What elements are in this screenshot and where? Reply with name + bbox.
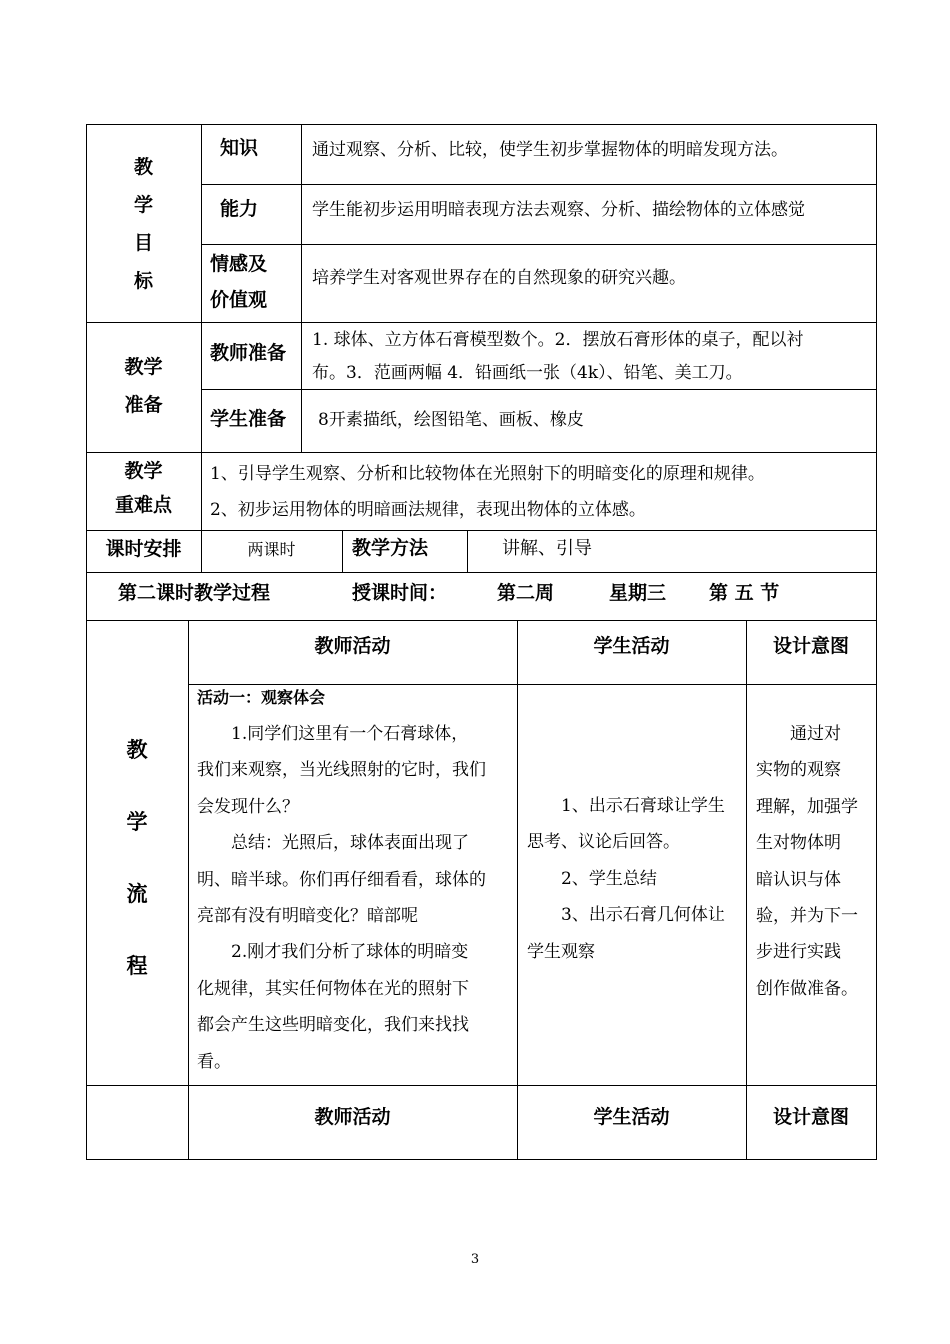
method-label: 教学方法 <box>352 537 429 559</box>
table-border-right <box>876 124 877 1160</box>
rule <box>86 530 877 531</box>
lesson-day: 星期三 <box>609 582 667 604</box>
knowledge-text: 通过观察、分析、比较，使学生初步掌握物体的明暗发现方法。 <box>312 140 788 160</box>
rule <box>86 572 877 573</box>
lesson-time-label: 授课时间： <box>352 582 448 604</box>
table-border-top <box>86 124 877 125</box>
knowledge-label: 知识 <box>220 137 259 159</box>
student-activity-text: 1、出示石膏球让学生 思考、议论后回答。 2、学生总结 3、出示石膏几何体让 学生观察 <box>527 796 725 962</box>
lesson-week: 第二周 <box>497 582 555 604</box>
teacher-prep-text: 1. 球体、立方体石膏模型数个。2．摆放石膏形体的桌子，配以衬 布。3．范画两幅 4．铅画纸一张（4k）、铅笔、美工刀。 <box>312 330 804 383</box>
rule <box>86 322 877 323</box>
student-prep-text: 8开素描纸，绘图铅笔、画板、橡皮 <box>318 410 584 430</box>
footer-col-intent: 设计意图 <box>772 1106 849 1128</box>
emotion-text: 培养学生对客观世界存在的自然现象的研究兴趣。 <box>312 268 686 288</box>
col-student-activity: 学生活动 <box>593 635 670 657</box>
rule <box>301 124 302 389</box>
key-points-text: 1、引导学生观察、分析和比较物体在光照射下的明暗变化的原理和规律。 2、初步运用物体的明暗画法规律，表现出物体的立体感。 <box>210 464 765 520</box>
rule <box>201 124 202 530</box>
emotion-label: 情感及 价值观 <box>210 253 268 311</box>
footer-col-teacher: 教师活动 <box>314 1106 391 1128</box>
rule <box>86 452 877 453</box>
page-number: 3 <box>470 1252 480 1267</box>
rule <box>746 620 747 1160</box>
rule <box>188 684 877 685</box>
rule <box>201 184 877 185</box>
rule <box>86 1085 877 1086</box>
rule <box>188 620 189 1160</box>
rule <box>86 620 877 621</box>
footer-col-student: 学生活动 <box>593 1106 670 1128</box>
flow-header: 教 学 流 程 <box>126 738 148 978</box>
rule <box>301 389 302 452</box>
table-border-bottom <box>86 1159 877 1160</box>
schedule-value: 两课时 <box>247 540 296 559</box>
design-intent-text: 通过对 实物的观察 理解，加强学 生对物体明 暗认识与体 验，并为下一 步进行实践 创作做准备。 <box>756 724 858 999</box>
preparation-header: 教学 准备 <box>124 356 163 416</box>
teacher-prep-label: 教师准备 <box>210 342 287 364</box>
activity-title: 活动一：观察体会 <box>197 688 326 707</box>
schedule-label: 课时安排 <box>105 538 182 560</box>
rule <box>517 620 518 1160</box>
rule <box>342 530 343 572</box>
col-teacher-activity: 教师活动 <box>314 635 391 657</box>
rule <box>201 244 877 245</box>
teacher-activity-text: 1.同学们这里有一个石膏球体， 我们来观察，当光线照射的它时，我们 会发现什么？ 总结：光照后，球体表面出现了 明、暗半球。你们再仔细看看，球体的 亮部有没有明暗变化？暗部呢 2.刚才我们分析了球体的明暗变 化规律，其实任何物体在光的照射下 都会产生这些明暗变化，我们来找找 看。 <box>197 724 486 1072</box>
col-design-intent: 设计意图 <box>772 635 849 657</box>
objectives-header: 教 学 目 标 <box>133 156 153 292</box>
rule <box>467 530 468 572</box>
lesson-period: 第 五 节 <box>709 582 780 604</box>
ability-text: 学生能初步运用明暗表现方法去观察、分析、描绘物体的立体感觉 <box>312 200 805 220</box>
student-prep-label: 学生准备 <box>210 408 287 430</box>
key-points-header: 教学 重难点 <box>114 460 172 516</box>
method-value: 讲解、引导 <box>502 538 592 559</box>
ability-label: 能力 <box>220 198 259 220</box>
lesson-title: 第二课时教学过程 <box>118 582 271 604</box>
